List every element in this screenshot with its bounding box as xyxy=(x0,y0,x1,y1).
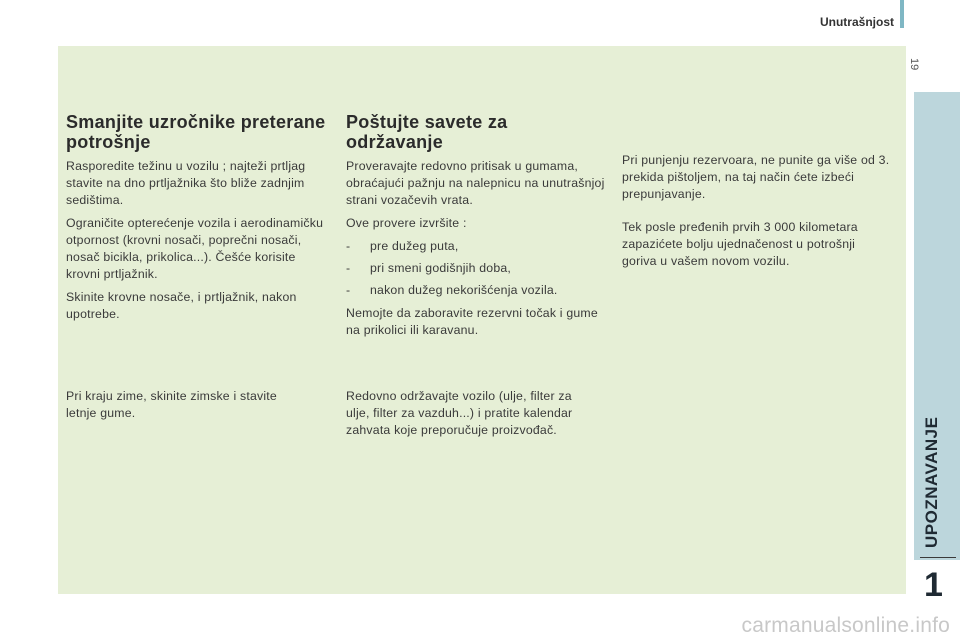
chapter-divider xyxy=(920,557,956,558)
heading-maintenance: Poštujte savete za održavanje xyxy=(346,112,508,152)
column-fuel-consumption xyxy=(66,112,328,329)
paragraph: Rasporedite težinu u vozilu ; najteži prtljag stavite na dno prtljažnika što bliže zadnjim sedištima. xyxy=(66,159,306,207)
paragraph-winter-tyres: Pri kraju zime, skinite zimske i stavite letnje gume. xyxy=(66,389,277,420)
header-accent-bar xyxy=(900,0,904,28)
paragraph-maintenance-schedule: Redovno održavajte vozilo (ulje, filter za ulje, filter za vazduh...) i pratite kalendar zahvata koje preporučuje proizvođač. xyxy=(346,389,573,437)
list-item: - nakon dužeg nekorišćenja vozila. xyxy=(346,283,558,297)
list-item: - pre dužeg puta, xyxy=(346,239,459,253)
section-title: Unutrašnjost xyxy=(819,15,894,29)
paragraph: Proveravajte redovno pritisak u gumama, obraćajući pažnju na nalepnicu na unutrašnjoj strani vozačevih vrata. xyxy=(346,159,605,207)
paragraph: Skinite krovne nosače, i prtljažnik, nakon upotrebe. xyxy=(66,290,297,321)
column-fueling xyxy=(622,152,892,276)
paragraph: Ograničite opterećenje vozila i aerodinamičku otpornost (krovni nosači, poprečni nosači, nosač bicikla, prikolica...). Češće korisite krovni prtljažnik. xyxy=(66,216,324,281)
chapter-number: 1 xyxy=(924,566,943,604)
watermark: carmanualsonline.info xyxy=(741,614,950,637)
paragraph: Nemojte da zaboravite rezervni točak i gume na prikolici ili karavanu. xyxy=(346,306,598,337)
list-item: - pri smeni godišnjih doba, xyxy=(346,261,512,275)
checks-list xyxy=(346,238,608,299)
paragraph: Ove provere izvršite : xyxy=(346,216,467,230)
paragraph: Tek posle pređenih prvih 3 000 kilometara zapazićete bolju ujednačenost u potrošnji goriva u vašem novom vozilu. xyxy=(622,220,858,268)
paragraph: Pri punjenju rezervoara, ne punite ga više od 3. prekida pištoljem, na taj način ćete izbeći prepunjavanje. xyxy=(622,153,890,201)
heading-reduce-consumption: Smanjite uzročnike preterane potrošnje xyxy=(66,112,326,152)
column-maintenance xyxy=(346,112,608,345)
chapter-label: UPOZNAVANJE xyxy=(922,416,941,548)
page-number: 19 xyxy=(908,58,920,71)
